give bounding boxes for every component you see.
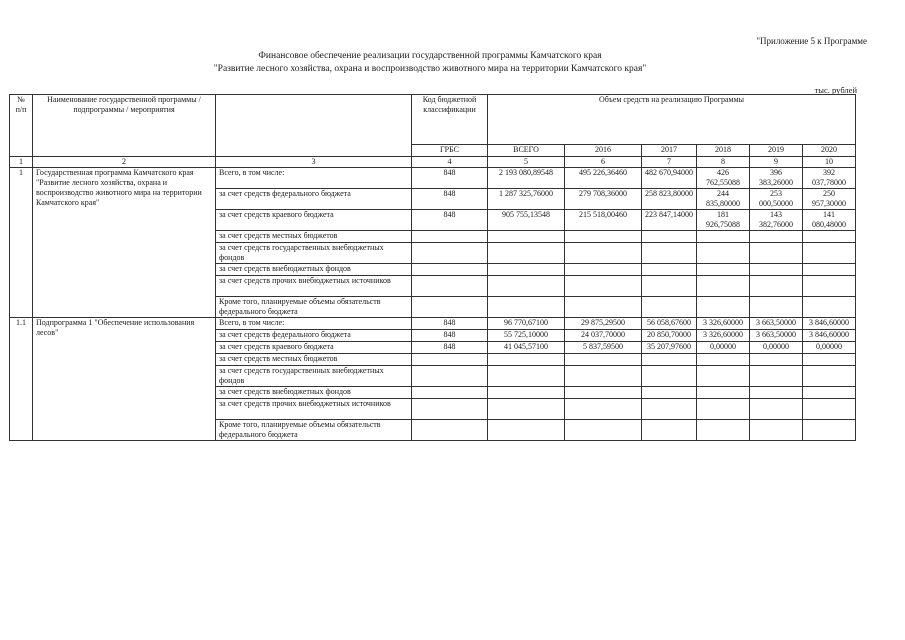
grbs-code	[412, 387, 488, 399]
grbs-code	[412, 399, 488, 420]
value-year	[803, 399, 856, 420]
value-total	[488, 387, 565, 399]
value-year	[750, 264, 803, 276]
value-year: 3 846,60000	[803, 318, 856, 330]
value-year	[642, 264, 697, 276]
value-year	[803, 264, 856, 276]
value-year	[803, 243, 856, 264]
table-row	[10, 168, 856, 189]
value-year	[803, 297, 856, 318]
value-year: 258 823,80000	[642, 189, 697, 210]
value-year	[565, 231, 642, 243]
funding-source-label: Всего, в том числе:	[216, 168, 412, 189]
grbs-code	[412, 297, 488, 318]
title-line-1: Финансовое обеспечение реализации государственной программы Камчатского края	[258, 51, 602, 61]
header-grbs: ГРБС	[412, 145, 488, 157]
value-year: 3 846,60000	[803, 330, 856, 342]
value-total	[488, 366, 565, 387]
value-year: 495 226,36460	[565, 168, 642, 189]
value-year	[750, 243, 803, 264]
value-year: 244 835,80000	[697, 189, 750, 210]
value-year: 20 850,70000	[642, 330, 697, 342]
value-year	[750, 387, 803, 399]
funding-source-label: за счет средств краевого бюджета	[216, 210, 412, 231]
column-number: 1	[10, 157, 33, 168]
header-total: ВСЕГО	[488, 145, 565, 157]
funding-source-label: за счет средств местных бюджетов	[216, 231, 412, 243]
funding-source-label: за счет средств внебюджетных фондов	[216, 264, 412, 276]
header-empty	[216, 95, 412, 157]
row-number: 1.1	[10, 318, 33, 441]
title-line-2: "Развитие лесного хозяйства, охрана и воспроизводство животного мира на территории Камчатского края"	[213, 64, 647, 74]
value-year: 215 518,00460	[565, 210, 642, 231]
value-year	[697, 243, 750, 264]
header-code: Код бюджетной классификации	[412, 95, 488, 145]
header-2016: 2016	[565, 145, 642, 157]
value-year	[642, 276, 697, 297]
header-num: № п/п	[10, 95, 33, 157]
header-2018: 2018	[697, 145, 750, 157]
value-total	[488, 399, 565, 420]
column-number: 2	[33, 157, 216, 168]
header-2020: 2020	[803, 145, 856, 157]
value-year	[750, 420, 803, 441]
value-year	[565, 420, 642, 441]
value-year	[803, 231, 856, 243]
value-year	[750, 231, 803, 243]
funding-source-label: Кроме того, планируемые объемы обязательств федерального бюджета	[216, 297, 412, 318]
value-year	[750, 276, 803, 297]
value-year	[803, 354, 856, 366]
value-total: 55 725,10000	[488, 330, 565, 342]
value-year	[697, 387, 750, 399]
grbs-code	[412, 276, 488, 297]
value-total: 905 755,13548	[488, 210, 565, 231]
value-total	[488, 420, 565, 441]
value-year: 3 326,60000	[697, 330, 750, 342]
column-number-row	[10, 157, 856, 168]
funding-source-label: за счет средств внебюджетных фондов	[216, 387, 412, 399]
column-number: 9	[750, 157, 803, 168]
value-year: 279 708,36000	[565, 189, 642, 210]
units-label: тыс. рублей	[814, 85, 857, 95]
value-total: 1 287 325,76000	[488, 189, 565, 210]
value-year	[803, 366, 856, 387]
value-year	[750, 399, 803, 420]
value-year: 223 847,14000	[642, 210, 697, 231]
value-year	[642, 387, 697, 399]
grbs-code: 848	[412, 189, 488, 210]
value-year	[565, 387, 642, 399]
value-total	[488, 231, 565, 243]
value-year	[642, 366, 697, 387]
grbs-code	[412, 231, 488, 243]
value-year: 24 037,70000	[565, 330, 642, 342]
value-year: 253 000,50000	[750, 189, 803, 210]
value-year: 3 326,60000	[697, 318, 750, 330]
funding-source-label: за счет средств краевого бюджета	[216, 342, 412, 354]
value-year: 0,00000	[750, 342, 803, 354]
table-row	[10, 318, 856, 330]
value-year: 143 382,76000	[750, 210, 803, 231]
value-year: 141 080,48000	[803, 210, 856, 231]
grbs-code: 848	[412, 318, 488, 330]
value-year: 56 058,67600	[642, 318, 697, 330]
value-year	[803, 420, 856, 441]
funding-source-label: за счет средств местных бюджетов	[216, 354, 412, 366]
column-number: 7	[642, 157, 697, 168]
funding-source-label: Всего, в том числе:	[216, 318, 412, 330]
document-title	[0, 50, 860, 76]
value-total: 96 770,67100	[488, 318, 565, 330]
value-year: 5 837,59500	[565, 342, 642, 354]
header-2019: 2019	[750, 145, 803, 157]
value-year	[642, 399, 697, 420]
program-name: Государственная программа Камчатского края "Развитие лесного хозяйства, охрана и воспроизводство животного мира на территории Камчатского края"	[33, 168, 216, 318]
value-total	[488, 264, 565, 276]
value-year	[642, 243, 697, 264]
value-year	[697, 297, 750, 318]
funding-source-label: за счет средств прочих внебюджетных источников	[216, 399, 412, 420]
value-year	[565, 354, 642, 366]
value-year: 0,00000	[697, 342, 750, 354]
value-year	[697, 264, 750, 276]
value-year: 0,00000	[803, 342, 856, 354]
column-number: 6	[565, 157, 642, 168]
grbs-code	[412, 264, 488, 276]
value-year: 426 762,55088	[697, 168, 750, 189]
value-year	[697, 231, 750, 243]
value-year	[803, 276, 856, 297]
value-year: 29 875,29500	[565, 318, 642, 330]
finance-table	[9, 94, 856, 441]
value-year: 482 670,94000	[642, 168, 697, 189]
column-number: 8	[697, 157, 750, 168]
value-total	[488, 354, 565, 366]
grbs-code: 848	[412, 168, 488, 189]
value-year	[565, 276, 642, 297]
value-total	[488, 297, 565, 318]
column-number: 5	[488, 157, 565, 168]
grbs-code	[412, 354, 488, 366]
value-year: 35 207,97600	[642, 342, 697, 354]
row-number: 1	[10, 168, 33, 318]
value-year: 3 663,50000	[750, 318, 803, 330]
value-year	[565, 243, 642, 264]
value-year	[697, 354, 750, 366]
funding-source-label: за счет средств федерального бюджета	[216, 330, 412, 342]
value-total: 41 045,57100	[488, 342, 565, 354]
value-year	[750, 366, 803, 387]
column-number: 4	[412, 157, 488, 168]
funding-source-label: за счет средств государственных внебюджетных фондов	[216, 243, 412, 264]
value-year	[642, 297, 697, 318]
program-name: Подпрограмма 1 "Обеспечение использования лесов"	[33, 318, 216, 441]
funding-source-label: за счет средств государственных внебюджетных фондов	[216, 366, 412, 387]
column-number: 10	[803, 157, 856, 168]
header-2017: 2017	[642, 145, 697, 157]
value-year	[565, 264, 642, 276]
column-number: 3	[216, 157, 412, 168]
value-total	[488, 276, 565, 297]
value-year	[565, 399, 642, 420]
value-year	[750, 297, 803, 318]
value-year: 181 926,75088	[697, 210, 750, 231]
grbs-code	[412, 420, 488, 441]
value-total	[488, 243, 565, 264]
grbs-code: 848	[412, 342, 488, 354]
header-volume: Объем средств на реализацию Программы	[488, 95, 856, 145]
value-year: 250 957,30000	[803, 189, 856, 210]
grbs-code: 848	[412, 210, 488, 231]
value-year: 3 663,50000	[750, 330, 803, 342]
appendix-note: "Приложение 5 к Программе	[756, 36, 867, 46]
value-year	[803, 387, 856, 399]
grbs-code	[412, 366, 488, 387]
funding-source-label: за счет средств прочих внебюджетных источников	[216, 276, 412, 297]
value-year	[697, 276, 750, 297]
value-year	[697, 399, 750, 420]
value-year	[642, 354, 697, 366]
header-name: Наименование государственной программы / подпрограммы / мероприятия	[33, 95, 216, 157]
grbs-code: 848	[412, 330, 488, 342]
value-year: 392 037,78000	[803, 168, 856, 189]
value-year	[642, 231, 697, 243]
value-year: 396 383,26000	[750, 168, 803, 189]
value-year	[697, 366, 750, 387]
value-total: 2 193 080,89548	[488, 168, 565, 189]
grbs-code	[412, 243, 488, 264]
value-year	[697, 420, 750, 441]
value-year	[642, 420, 697, 441]
value-year	[565, 366, 642, 387]
funding-source-label: Кроме того, планируемые объемы обязательств федерального бюджета	[216, 420, 412, 441]
value-year	[565, 297, 642, 318]
funding-source-label: за счет средств федерального бюджета	[216, 189, 412, 210]
value-year	[750, 354, 803, 366]
